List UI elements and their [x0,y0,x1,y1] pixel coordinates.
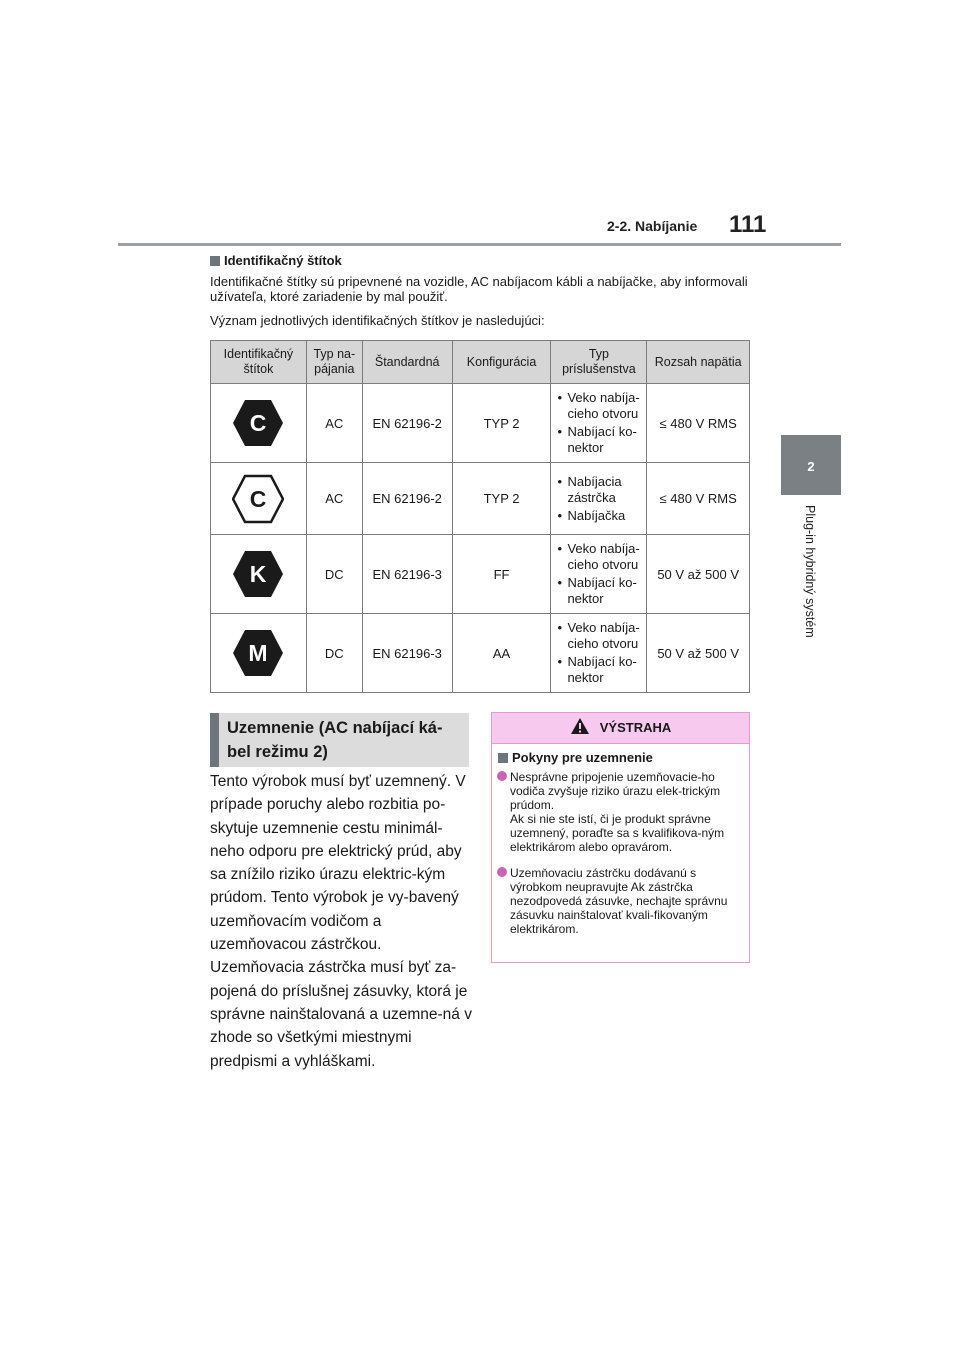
config-cell: AA [452,614,551,693]
accessory-item: • Nabíjací ko-nektor [557,575,644,607]
warning-title: VÝSTRAHA [599,720,672,735]
col-header-standard: Štandardná [362,341,452,384]
warning-subheading [498,750,749,765]
warning-item-subtext: Ak si nie ste istí, či je produkt správne uzemnený, poraďte sa s kvalifikova-ným elektrikárom alebo opravárom. [510,812,725,854]
accessory-cell [551,614,647,693]
power-cell: AC [306,463,362,535]
label-cell [211,614,307,693]
table-row [211,614,750,693]
identification-table [210,340,750,693]
col-header-config: Konfigurácia [452,341,551,384]
warning-box [491,712,750,963]
table-row [211,535,750,614]
table-header-row [211,341,750,384]
accessory-item: • Nabíjací ko-nektor [557,424,644,456]
intro-paragraph: Identifikačné štítky sú pripevnené na vozidle, AC nabíjacom kábli a nabíjačke, aby informovali užívateľa, ktoré zariadenie by mal použiť. [210,274,748,304]
warning-header [492,713,749,744]
accessory-item: • Nabíjacia zástrčka [557,474,644,506]
hexagon-c-outline-icon [232,473,284,525]
circle-bullet-icon [497,867,507,877]
col-header-label: Identifikačný štítok [211,341,307,384]
table-row [211,384,750,463]
range-cell: 50 V až 500 V [647,535,750,614]
grounding-body: Tento výrobok musí byť uzemnený. V prípade poruchy alebo rozbitia po-skytuje uzemnenie cestu minimál-neho odporu pre elektrický prúd, aby sa znížilo riziko úrazu elektric-kým prúdom. Tento výrobok je vy-bavený uzemňovacím vodičom a uzemňovacou zástrčkou. Uzemňovacia zástrčka musí byť za-pojená do príslušnej zásuvky, ktorá je správne nainštalovaná a uzemne-ná v zhode so všetkými miestnymi predpismi a vyhláškami. [210,773,472,1070]
accessory-item: • Veko nabíja-cieho otvoru [557,390,644,422]
chapter-side-title [800,505,820,705]
chapter-tab: 2 [781,435,841,495]
section-heading-text: Identifikačný štítok [224,253,342,268]
standard-cell: EN 62196-3 [362,614,452,693]
page-number: 111 [729,211,767,238]
accessory-cell [551,384,647,463]
power-cell: AC [306,384,362,463]
hexagon-k-filled-icon [232,548,284,600]
label-cell [211,463,307,535]
table-row [211,463,750,535]
grounding-heading-line2: bel režimu 2) [227,743,328,761]
circle-bullet-icon [497,771,507,781]
hexagon-c-filled-icon [232,397,284,449]
warning-item [510,770,743,854]
svg-text:C: C [250,410,267,436]
accessory-item: • Nabíjací ko-nektor [557,654,644,686]
section-heading [210,253,342,268]
config-cell: FF [452,535,551,614]
accessory-cell [551,535,647,614]
chapter-side-title-text: Plug-in hybridný systém [803,505,817,638]
label-cell [211,384,307,463]
col-header-range: Rozsah napätia [647,341,750,384]
standard-cell: EN 62196-2 [362,463,452,535]
label-cell [211,535,307,614]
warning-item [510,866,743,936]
meaning-paragraph: Význam jednotlivých identifikačných štítkov je nasledujúci: [210,313,545,328]
grounding-heading [210,713,469,767]
accessory-item: • Nabíjačka [557,508,644,524]
power-cell: DC [306,535,362,614]
config-cell: TYP 2 [452,463,551,535]
svg-text:K: K [250,561,267,587]
range-cell: ≤ 480 V RMS [647,384,750,463]
config-cell: TYP 2 [452,384,551,463]
square-bullet-icon [210,256,220,266]
col-header-accessory: Typ príslušenstva [551,341,647,384]
warning-item-text: Nesprávne pripojenie uzemňovacie-ho vodiča zvyšuje riziko úrazu elek-trickým prúdom. [510,770,721,812]
power-cell: DC [306,614,362,693]
warning-item-text: Uzemňovaciu zástrčku dodávanú s výrobkom neupravujte Ak zástrčka nezodpovedá zásuvke, nechajte správnu zásuvku nainštalovať kvali-fikovaným elektrikárom. [510,866,728,936]
grounding-heading-line1: Uzemnenie (AC nabíjací ká- [227,719,443,737]
svg-text:C: C [250,485,267,512]
section-title: 2-2. Nabíjanie [607,218,698,234]
col-header-power: Typ na-pájania [306,341,362,384]
svg-text:M: M [248,640,269,666]
accessory-item: • Veko nabíja-cieho otvoru [557,620,644,652]
range-cell: 50 V až 500 V [647,614,750,693]
standard-cell: EN 62196-2 [362,384,452,463]
square-bullet-icon [498,753,508,763]
warning-triangle-icon [570,717,590,735]
hexagon-m-filled-icon [232,627,284,679]
header-divider [118,243,841,246]
standard-cell: EN 62196-3 [362,535,452,614]
warning-subheading-text: Pokyny pre uzemnenie [512,750,653,765]
range-cell: ≤ 480 V RMS [647,463,750,535]
accessory-item: • Veko nabíja-cieho otvoru [557,541,644,573]
accessory-cell [551,463,647,535]
